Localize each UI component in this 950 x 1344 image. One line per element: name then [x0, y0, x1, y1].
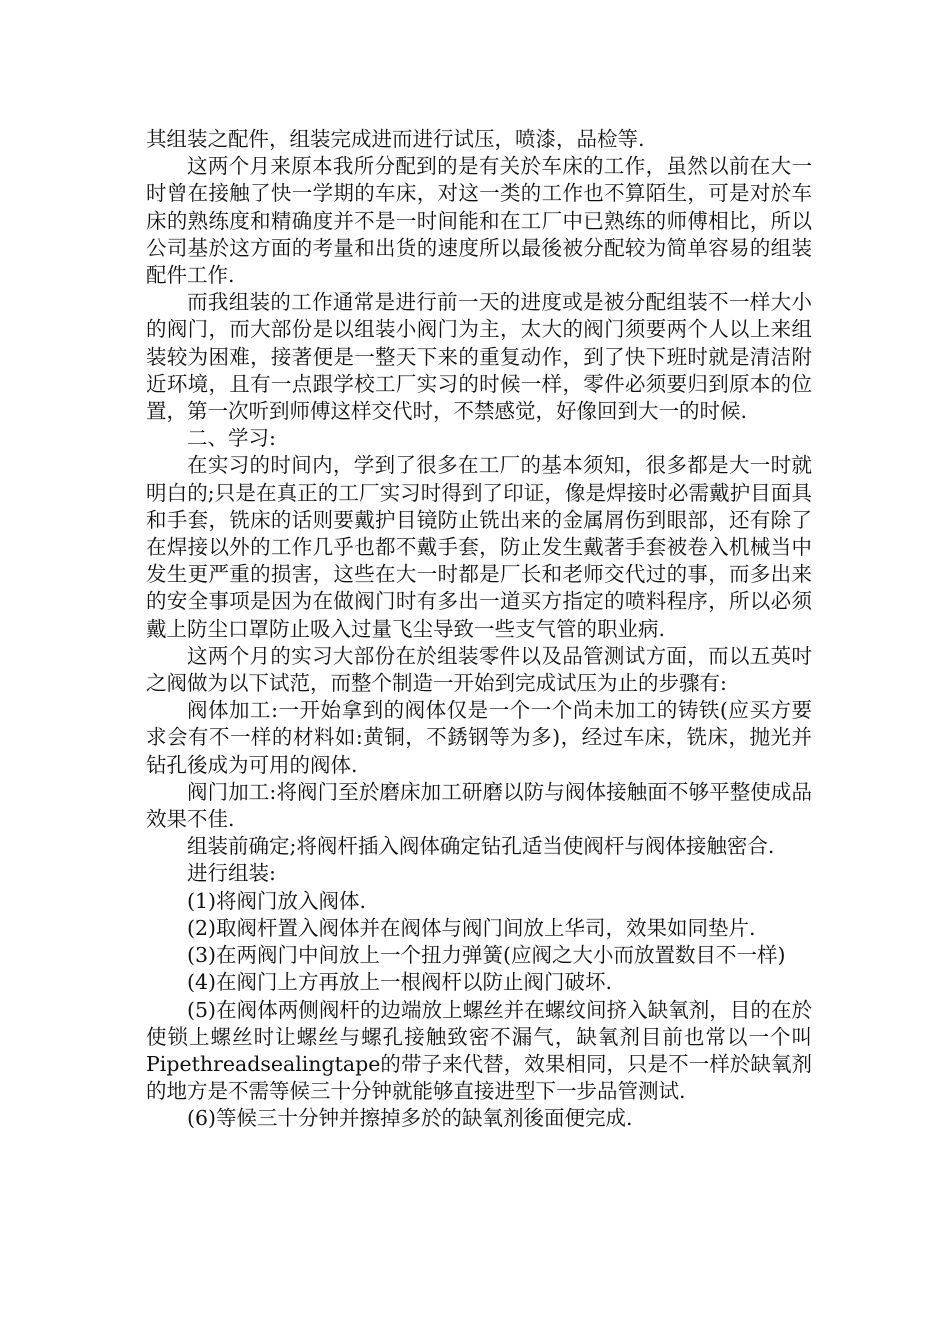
document-page [146, 126, 812, 1133]
paragraph-assembly-work: 而我组装的工作通常是进行前一天的进度或是被分配组装不一样大小的阀门，而大部份是以组装小阀门为主，太大的阀门须要两个人以上来组装较为困难，接著便是一整天下来的重复动作，到了快下班时就是清洁附近环境，且有一点跟学校工厂实习的时候一样，零件必须要归到原本的位置，第一次听到师傅这样交代时，不禁感觉，好像回到大一的时候. [146, 290, 812, 424]
list-item-6: (6)等候三十分钟并擦掉多於的缺氧剂後面便完成. [187, 1106, 633, 1131]
paragraph-lathe-assignment: 这两个月来原本我所分配到的是有关於车床的工作，虽然以前在大一时曾在接触了快一学期的车床，对这一类的工作也不算陌生，可是对於车床的熟练度和精确度并不是一时间能和在工厂中已熟练的师傅相比，所以公司基於这方面的考量和出货的速度所以最後被分配较为简单容易的组装配件工作. [146, 154, 812, 288]
step-valve-body: 阀体加工:一开始拿到的阀体仅是一个一个尚未加工的铸铁(应买方要求会有不一样的材料如:黄铜，不銹钢等为多)，经过车床，铣床，抛光并钻孔後成为可用的阀体. [146, 698, 812, 777]
list-item-3: (3)在两阀门中间放上一个扭力弹簧(应阀之大小而放置数目不一样) [187, 943, 786, 968]
paragraph-process-intro: 这两个月的实习大部份在於组装零件以及品管测试方面，而以五英吋之阀做为以下试范，而整个制造一开始到完成试压为止的步骤有: [146, 643, 812, 696]
list-item-1: (1)将阀门放入阀体. [187, 888, 367, 913]
step-valve-gate: 阀门加工:将阀门至於磨床加工研磨以防与阀体接触面不够平整使成品效果不佳. [146, 779, 812, 832]
list-item-4: (4)在阀门上方再放上一根阀杆以防止阀门破坏. [187, 970, 613, 995]
step-assembly-heading: 进行组装: [187, 861, 276, 886]
list-item-2: (2)取阀杆置入阀体并在阀体与阀门间放上华司，效果如同垫片. [187, 915, 756, 940]
step-pre-assembly-check: 组装前确定;将阀杆插入阀体确定钻孔适当使阀杆与阀体接触密合. [187, 834, 775, 859]
section-heading-learning: 二、学习: [187, 426, 276, 451]
list-item-5: (5)在阀体两侧阀杆的边端放上螺丝并在螺纹间挤入缺氧剂，目的在於使锁上螺丝时让螺丝与螺孔接触致密不漏气，缺氧剂目前也常以一个叫Pipethreadsealingtape的带子来代替，效果相同，只是不一样於缺氧剂的地方是不需等候三十分钟就能够直接进型下一步品管测试. [146, 997, 812, 1104]
paragraph-intro: 其组装之配件，组装完成进而进行试压，喷漆，品检等. [146, 127, 645, 151]
paragraph-safety: 在实习的时间内，学到了很多在工厂的基本须知，很多都是大一时就明白的;只是在真正的工厂实习时得到了印证，像是焊接时必需戴护目面具和手套，铣床的话则要戴护目镜防止铣出来的金属屑伤到眼部，还有除了在焊接以外的工作几乎也都不戴手套，防止发生戴著手套被卷入机械当中发生更严重的损害，这些在大一时都是厂长和老师交代过的事，而多出来的安全事项是因为在做阀门时有多出一道买方指定的喷料程序，所以必须戴上防尘口罩防止吸入过量飞尘导致一些支气管的职业病. [146, 453, 812, 641]
